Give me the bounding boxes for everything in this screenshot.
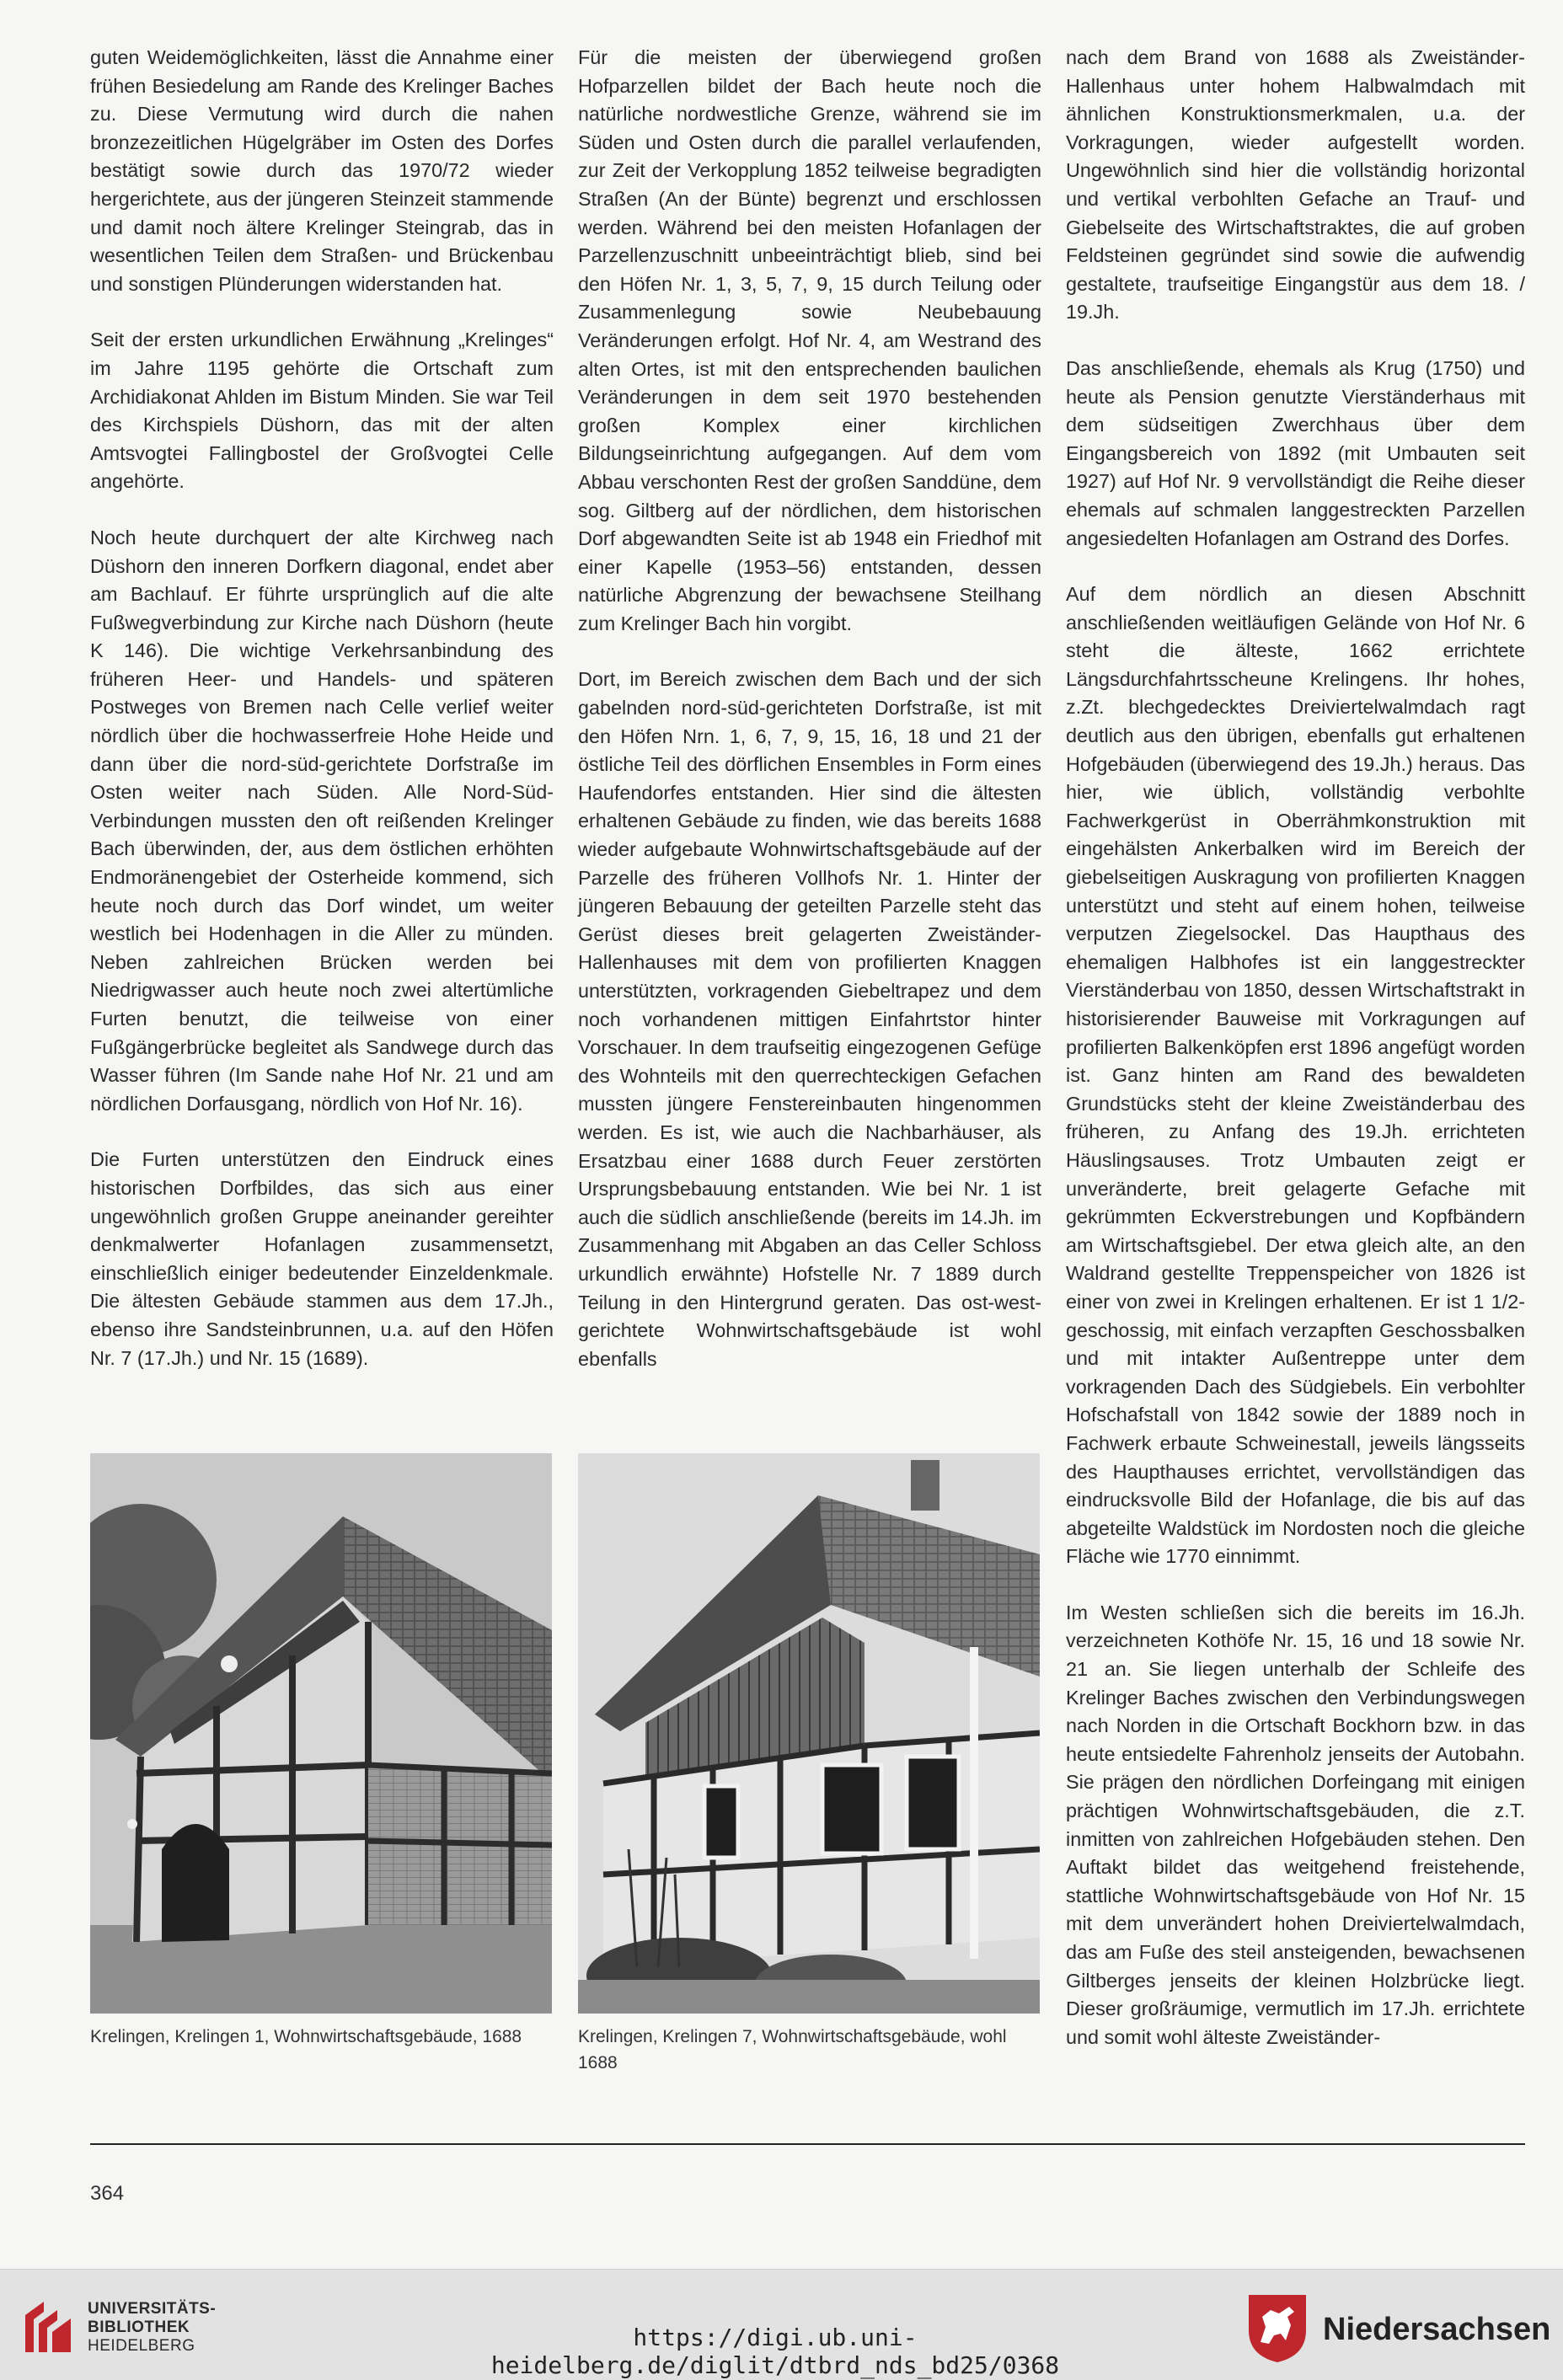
library-line: BIBLIOTHEK	[88, 2318, 190, 2336]
library-line: UNIVERSITÄTS-	[88, 2300, 217, 2318]
photo-caption-2: Krelingen, Krelingen 7, Wohnwirtschaftsgebäude, wohl 1688	[578, 2027, 1007, 2072]
paragraph: Das anschließende, ehemals als Krug (1750) und heute als Pension genutzte Vierständerhaus mit dem südseitigen Zwerchhaus über dem Eingangsbereich von 1892 (mit Umbauten seit 1927) auf Hof Nr. 9 vervollständigt die Reihe dieser ehemals auf schmalen langgestreckten Parzellen angesiedelten Hofanlagen am Ostrand des Dorfes.	[1066, 356, 1525, 549]
paragraph: Seit der ersten urkundlichen Erwähnung „Krelinges“ im Jahre 1195 gehörte die Ortschaft zum Archidiakonat Ahlden im Bistum Minden. Sie war Teil des Kirchspiels Düshorn, das mit der alten Amtsvogtei Fallingbostel der Großvogtei Celle angehörte.	[90, 329, 554, 493]
paragraph: guten Weidemöglichkeiten, lässt die Annahme einer frühen Besiedelung am Rande des Krelinger Baches zu. Diese Vermutung wird durch die nahen bronzezeitlichen Hügelgräber im Osten des Dorfes bestätigt sowie durch das 1970/72 wieder hergerichtete, aus der jüngeren Steinzeit stammende und damit noch ältere Krelinger Steingrab, das in wesentlichen Teilen dem Straßen- und Brückenbau und sonstigen Plünderungen widerstanden hat.	[90, 46, 554, 295]
viewer-footer	[0, 2269, 1563, 2380]
paragraph: Im Westen schließen sich die bereits im 16.Jh. verzeichneten Kothöfe Nr. 15, 16 und 18 sowie Nr. 21 an. Sie liegen unterhalb der Schleife des Krelinger Baches zwischen den Verbindungswegen nach Norden in die Ortschaft Bockhorn bzw. in das heute entsiedelte Fahrenholz jenseits der Autobahn. Sie prägen den nördlichen Dorfeingang mit einigen prächtigen Wohnwirtschaftsgebäuden, die z.T. inmitten von zahlreichen Hofgebäuden stehen. Den Auftakt bildet das weitgehend freistehende, stattliche Wohnwirtschaftsgebäude von Hof Nr. 15 mit dem unverändert hohen Dreiviertelwalmdach, das am Fuße des steil ansteigenden, bewachsenen Giltberges jenseits der kleinen Holzbrücke liegt. Dieser großräumige, vermutlich im 17.Jh. errichtete und somit wohl älteste Zweiständer-	[1066, 1601, 1525, 2048]
photo-krelingen-7	[578, 1453, 1040, 2014]
page-divider	[90, 2143, 1525, 2145]
paragraph: Auf dem nördlich an diesen Abschnitt anschließenden weitläufigen Gelände von Hof Nr. 6 steht die älteste, 1662 errichtete Längsdurchfahrtsscheune Krelingens. Ihr hohes, z.Zt. blechgedecktes Dreiviertelwalmdach ragt deutlich aus den übrigen, ebenfalls gut erhaltenen Hofgebäuden (überwiegend des 19.Jh.) heraus. Das hier, wie üblich, vollständig verbohlte Fachwerkgerüst in Oberrähmkonstruktion mit eingehälsten Ankerbalken wird im Bereich der giebelseitigen Auskragung von profilierten Knaggen unterstützt und steht auf einem hohen, teilweise verputzen Ziegelsockel. Das Haupthaus des ehemaligen Halbhofes ist ein langgestreckter Vierständerbau von 1850, dessen Wirtschaftstrakt in historisierender Bauweise mit Vorkragungen auf profilierten Balkenköpfen erst 1896 angefügt worden ist. Ganz hinten am Rand des bewaldeten Grundstücks steht der kleine Zweiständerbau des früheren, zu Anfang des 19.Jh. errichteten Häuslingsauses. Trotz Umbauten zeigt er unveränderte, breit gelagerte Gefache mit gekrümmten Eckverstrebungen und Kopfbändern am Wirtschaftsgiebel. Der etwa gleich alte, an den Waldrand gestellte Treppenspeicher von 1826 ist einer von zwei in Krelingen erhaltenen. Er ist 1 1/2-geschossig, mit einfach verzapften Geschossbalken und mit intakter Außentreppe unter dem vorkragenden Dach des Südgiebels. Ein verbohlter Hofschafstall von 1842 sowie der 1889 noch in Fachwerk erbaute Schweinestall, jeweils längsseits des Haupthauses errichtet, vervollständigen das eindrucksvolle Bild der Hofanlage, die bis auf das abgeteilte Waldstück im Nordosten noch die gleiche Fläche wie 1770 einnimmt.	[1066, 583, 1525, 1568]
text-column-1	[90, 44, 554, 1400]
paragraph: Dort, im Bereich zwischen dem Bach und der sich gabelnden nord-süd-gerichteten Dorfstraße, ist mit den Höfen Nrn. 1, 6, 7, 9, 15, 16, 18 und 21 der östliche Teil des dörflichen Ensembles in Form eines Haufendorfes entstanden. Hier sind die ältesten erhaltenen Gebäude zu finden, wie das bereits 1688 wieder aufgebaute Wohnwirtschaftsgebäude auf der Parzelle des früheren Vollhofs Nr. 1. Hinter der jüngeren Bebauung der geteilten Parzelle steht das Gerüst dieses breit gelagerten Zweiständer-Hallenhauses mit dem von profilierten Knaggen unterstützten, vorkragenden Giebeltrapez und dem noch vorhandenen mittigen Einfahrtstor hinter Vorschauer. In dem traufseitig eingezogenen Gefüge des Wohnteils mit den querrechteckigen Gefachen mussten jüngere Fenstereinbauten hingenommen werden. Es ist, wie auch die Nachbarhäuser, als Ersatzbau einer 1688 durch Feuer zerstörten Ursprungsbebauung entstanden. Wie bei Nr. 1 ist auch die südlich anschließende (bereits im 14.Jh. im Zusammenhang mit Abgaben an das Celler Schloss urkundlich erwähnte) Hofstelle Nr. 7 1889 durch Teilung in den Hintergrund geraten. Das ost-west-gerichtete Wohnwirtschaftsgebäude ist wohl ebenfalls	[578, 668, 1041, 1370]
text-column-2	[578, 44, 1041, 1401]
photo-caption-1: Krelingen, Krelingen 1, Wohnwirtschaftsgebäude, 1688	[90, 2027, 522, 2046]
paragraph: Noch heute durchquert der alte Kirchweg nach Düshorn den inneren Dorfkern diagonal, endet aber am Bachlauf. Er führte ursprünglich auf die alte Fußwegverbindung zur Kirche nach Düshorn (heute K 146). Die wichtige Verkehrsanbindung des früheren Heer- und Handels- und späteren Postweges von Bremen nach Celle verlief weiter nördlich über die hochwasserfreie Hohe Heide und dann über die nord-süd-gerichtete Dorfstraße im Osten weiter nach Süden. Alle Nord-Süd-Verbindungen mussten den oft reißenden Krelinger Bach überwinden, der, aus dem östlichen erhöhten Endmoränengebiet der Osterheide kommend, sich heute noch durch das Dorf windet, um weiter westlich bei Hodenhagen in die Aller zu münden. Neben zahlreichen Brücken werden bei Niedrigwasser auch heute noch zwei altertümliche Furten benutzt, die teilweise von einer Fußgängerbrücke begleitet als Sandwege durch das Wasser führen (Im Sande nahe Hof Nr. 21 und am nördlichen Dorfausgang, nördlich von Hof Nr. 16).	[90, 526, 554, 1115]
paragraph: Die Furten unterstützen den Eindruck eines historischen Dorfbildes, das sich aus einer ungewöhnlich großen Gruppe aneinander gereihter denkmalwerter Hofanlagen zusammensetzt, einschließlich einiger bedeutender Einzeldenkmale. Die ältesten Gebäude stammen aus dem 17.Jh., ebenso ihre Sandsteinbrunnen, u.a. auf den Höfen Nr. 7 (17.Jh.) und Nr. 15 (1689).	[90, 1148, 554, 1369]
text-column-3	[1066, 44, 1525, 2079]
library-line: HEIDELBERG	[88, 2337, 195, 2355]
page-number: 364	[90, 2182, 125, 2205]
paragraph: nach dem Brand von 1688 als Zweiständer-Hallenhaus unter hohem Halbwalmdach mit ähnlichen Konstruktionsmerkmalen, u.a. der Vorkragungen, wieder aufgestellt worden. Ungewöhnlich sind hier die vollständig horizontal und vertikal verbohlten Gefache an Trauf- und Giebelseite des Wirtschaftstraktes, die auf groben Feldsteinen gegründet sind sowie die aufwendig gestaltete, traufseitige Eingangstür aus dem 18. / 19.Jh.	[1066, 46, 1525, 324]
niedersachsen-horse-icon	[1245, 2292, 1309, 2364]
photo-krelingen-1	[90, 1453, 552, 2014]
library-name	[88, 2300, 216, 2356]
document-url-link[interactable]: https://digi.ub.uni-heidelberg.de/diglit/dtbrd_nds_bd25/0368	[490, 2324, 1060, 2379]
state-name: Niedersachsen	[1323, 2312, 1551, 2347]
paragraph: Für die meisten der überwiegend großen Hofparzellen bildet der Bach heute noch die natürliche nordwestliche Grenze, während sie im Süden und Osten durch die parallel verlaufenden, zur Zeit der Verkopplung 1852 teilweise begradigten Straßen (An der Bünte) begrenzt und erschlossen werden. Während bei den meisten Hofanlagen der Parzellenzuschnitt unbeeinträchtigt blieb, sind bei den Höfen Nr. 1, 3, 5, 7, 9, 15 durch Teilung oder Zusammenlegung sowie Neubebauung Veränderungen erfolgt. Hof Nr. 4, am Westrand des alten Ortes, ist mit den entsprechenden baulichen Veränderungen in dem seit 1970 bestehenden großen Komplex einer kirchlichen Bildungseinrichtung aufgegangen. Auf dem vom Abbau verschonten Rest der großen Sanddüne, dem sog. Giltberg auf der nördlichen, dem historischen Dorf abgewandten Seite ist ab 1948 ein Friedhof mit einer Kapelle (1953–56) entstanden, dessen natürliche Abgrenzung der bewachsene Steilhang zum Krelinger Bach hin vorgibt.	[578, 46, 1041, 634]
ub-heidelberg-logo-icon	[19, 2295, 78, 2359]
